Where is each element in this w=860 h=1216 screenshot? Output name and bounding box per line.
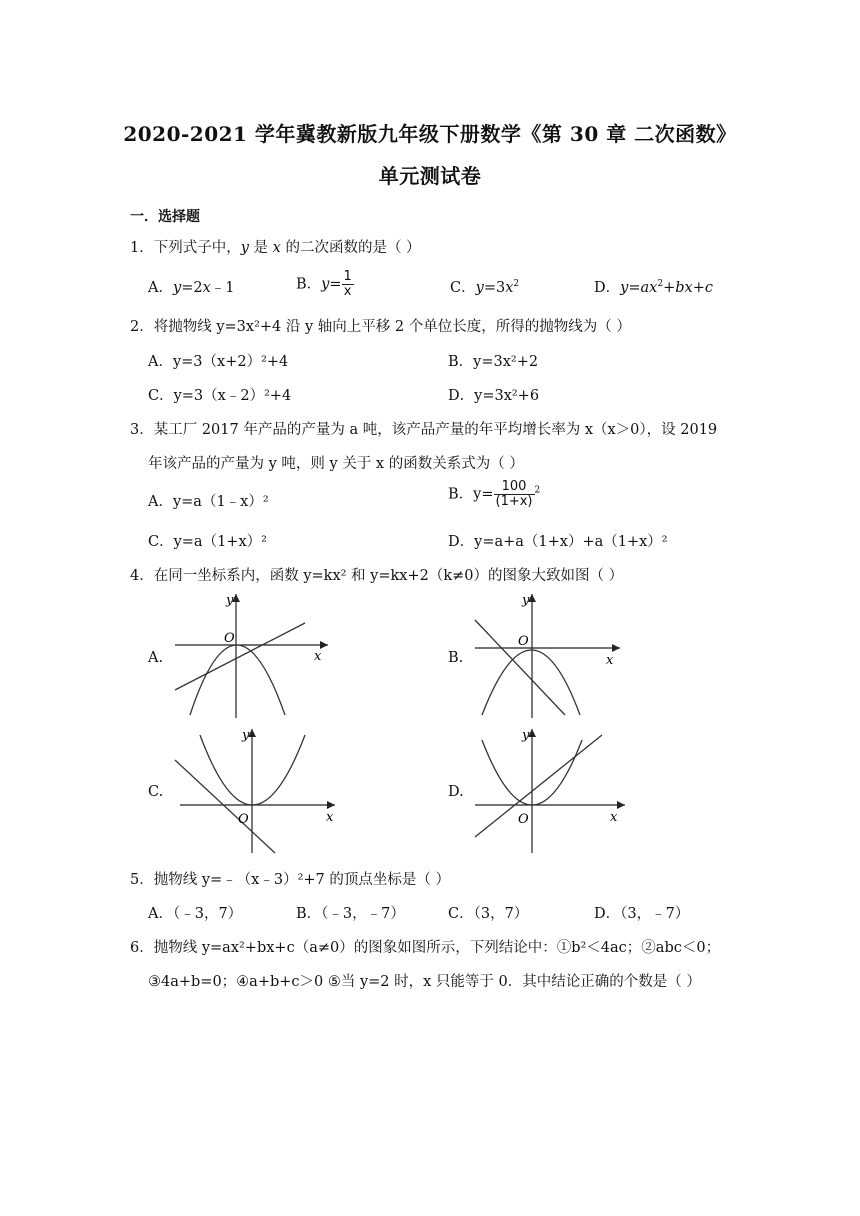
x-axis-label: x xyxy=(610,810,618,825)
question-3-stem-line1: 3．某工厂 2017 年产品的产量为 a 吨，该产品产量的年平均增长率为 x（x＞0），设 2019 xyxy=(130,422,718,438)
y-axis-label: y xyxy=(522,728,530,743)
question-1-option-b: B．y= $\frac{1}{x}$ xyxy=(296,269,352,299)
fraction: $\frac{100}{(1+x)}$ xyxy=(495,479,533,509)
line-graph xyxy=(175,623,305,690)
x-axis-arrow xyxy=(327,801,335,809)
question-5-option-a: A．（﹣3，7） xyxy=(148,906,243,922)
question-3-option-c: C．y=a（1+x）² xyxy=(148,534,267,550)
question-4-option-d-label: D. xyxy=(448,784,464,800)
question-4-stem: 4．在同一坐标系内，函数 y=kx² 和 y=kx+2（k≠0）的图象大致如图（ ） xyxy=(130,568,624,584)
question-3-option-b: B．y= $\frac{100}{(1+x)}$ $^2$ xyxy=(448,479,541,509)
origin-label: O xyxy=(238,812,249,827)
question-1-option-a: A．y=2x﹣1 xyxy=(148,280,235,296)
x-axis-label: x xyxy=(326,810,334,825)
x-axis-label: x xyxy=(314,649,322,664)
question-3-stem-line2: 年该产品的产量为 y 吨，则 y 关于 x 的函数关系式为（ ） xyxy=(148,456,524,472)
graph-b xyxy=(470,590,630,720)
question-4-option-b-label: B. xyxy=(448,650,464,666)
page-subtitle: 单元测试卷 xyxy=(378,164,482,188)
question-3-option-d: D．y=a+a（1+x）+a（1+x）² xyxy=(448,534,668,550)
question-2-option-b: B．y=3x²+2 xyxy=(448,354,539,370)
question-2-option-d: D．y=3x²+6 xyxy=(448,388,540,404)
parabola-curve xyxy=(190,645,285,715)
origin-label: O xyxy=(518,634,529,649)
graph-d xyxy=(470,725,630,855)
question-4-option-a-label: A. xyxy=(148,650,164,666)
question-1-option-c: C．$y=3x^2$ xyxy=(450,279,520,296)
x-axis-arrow xyxy=(612,644,620,652)
graph-a xyxy=(170,590,330,720)
page-title: 2020-2021 学年冀教新版九年级下册数学《第 30 章 二次函数》 xyxy=(123,122,737,146)
x-axis-label: x xyxy=(606,653,614,668)
question-1-stem: 1．下列式子中，y 是 x 的二次函数的是（ ） xyxy=(130,240,421,256)
section-heading: 一．选择题 xyxy=(130,209,200,225)
question-1-option-d: D．$y=ax^2+bx+c$ xyxy=(594,279,713,296)
parabola-curve xyxy=(482,650,580,715)
question-2-stem: 2．将抛物线 y=3x²+4 沿 y 轴向上平移 2 个单位长度，所得的抛物线为（ ） xyxy=(130,319,631,335)
fraction: $\frac{1}{x}$ xyxy=(343,269,352,299)
y-axis-label: y xyxy=(242,728,250,743)
question-2-option-a: A．y=3（x+2）²+4 xyxy=(148,354,289,370)
origin-label: O xyxy=(518,812,529,827)
question-4-option-c-label: C. xyxy=(148,784,164,800)
question-2-option-c: C．y=3（x﹣2）²+4 xyxy=(148,388,292,404)
question-5-option-b: B．（﹣3，﹣7） xyxy=(296,906,405,922)
question-6-line2: ③4a+b=0；④a+b+c＞0 ⑤当 y=2 时，x 只能等于 0．其中结论正确的个数是（ ） xyxy=(148,974,701,990)
origin-label: O xyxy=(224,631,235,646)
x-axis-arrow xyxy=(617,801,625,809)
question-5-option-c: C．（3，7） xyxy=(448,906,529,922)
y-axis-label: y xyxy=(226,593,234,608)
y-axis-label: y xyxy=(522,593,530,608)
question-5-stem: 5．抛物线 y=﹣（x﹣3）²+7 的顶点坐标是（ ） xyxy=(130,872,450,888)
question-6-line1: 6．抛物线 y=ax²+bx+c（a≠0）的图象如图所示，下列结论中：①b²＜4ac；②abc＜0； xyxy=(130,940,721,956)
x-axis-arrow xyxy=(320,641,328,649)
question-3-option-a: A．y=a（1﹣x）² xyxy=(148,494,269,510)
line-graph xyxy=(475,735,602,837)
graph-c xyxy=(170,725,340,855)
question-5-option-d: D．（3，﹣7） xyxy=(594,906,690,922)
line-graph xyxy=(175,760,275,853)
